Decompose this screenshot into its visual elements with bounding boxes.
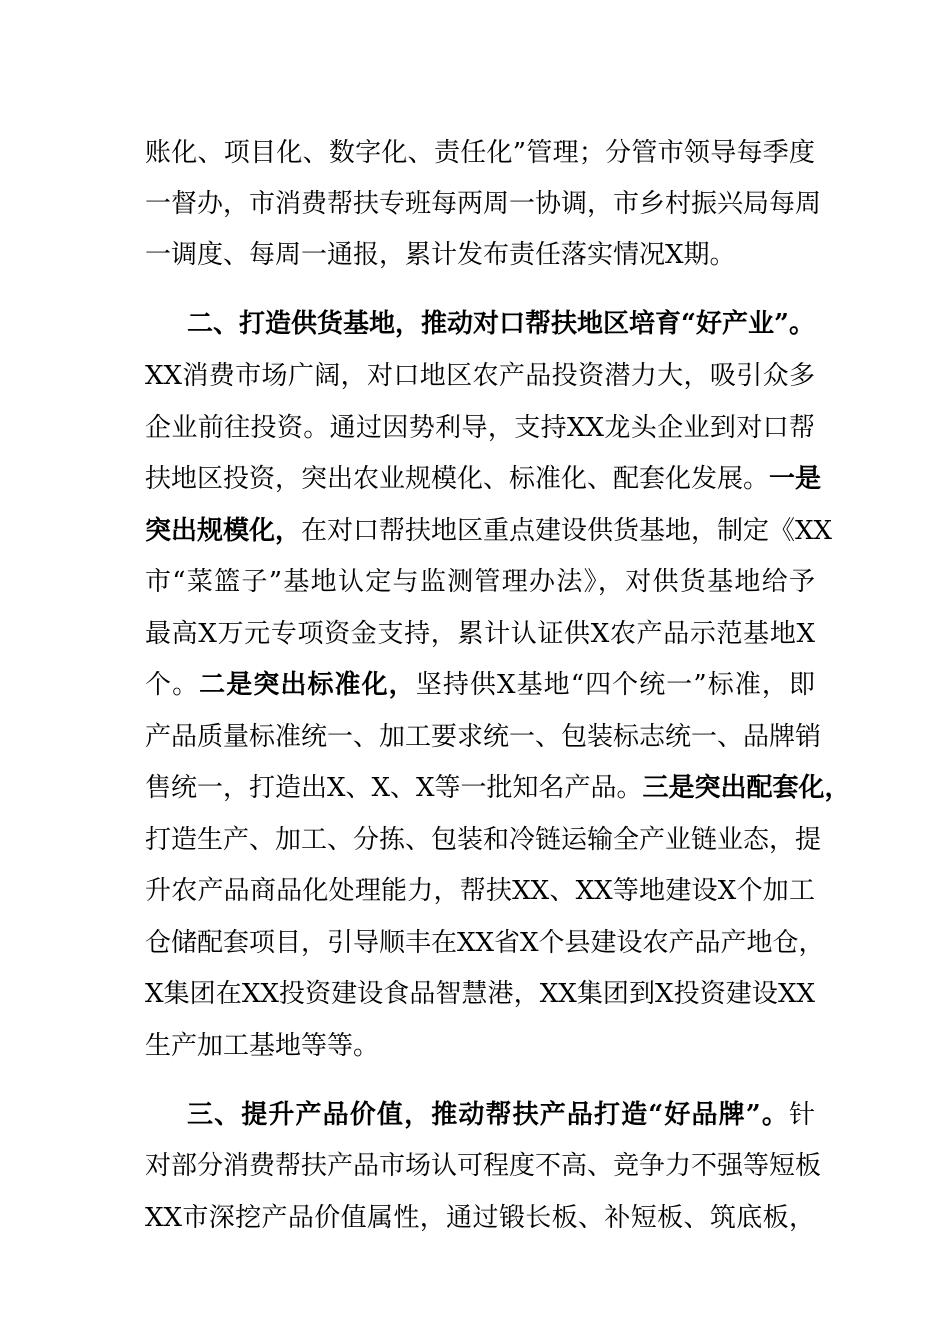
bold-run: 二是突出标准化，: [199, 670, 416, 700]
text-line: [145, 453, 822, 505]
bold-run: 突出规模化，: [145, 516, 302, 546]
text-run: 升农产品商品化处理能力，帮扶XX、XX等地建设X个加工: [145, 876, 815, 906]
text-run: 企业前往投资。通过因势利导，支持XX龙头企业到对口帮: [145, 413, 815, 443]
text-run: 仓储配套项目，引导顺丰在XX省X个县建设农产品产地仓，: [145, 928, 825, 958]
text-run: 扶地区投资，突出农业规模化、标准化、配套化发展。: [145, 464, 770, 494]
text-run: X集团在XX投资建设食品智慧港，XX集团到X投资建设XX: [145, 979, 815, 1009]
text-line: [145, 659, 815, 711]
text-line: [145, 556, 815, 608]
text-run: 一督办，市消费帮扶专班每两周一协调，市乡村振兴局每周: [145, 189, 822, 219]
text-run: 市“菜篮子”基地认定与监测管理办法》，对供货基地给予: [145, 567, 815, 597]
text-run: 账化、项目化、数字化、责任化”管理；分管市领导每季度: [145, 138, 815, 168]
text-run: 一调度、每周一通报，累计发布责任落实情况X期。: [145, 240, 736, 270]
text-run: XX市深挖产品价值属性，通过锻长板、补短板、筑底板，: [145, 1203, 815, 1233]
text-line: [145, 762, 851, 814]
text-run: 在对口帮扶地区重点建设供货基地，制定《XX: [301, 516, 833, 546]
text-line: [145, 402, 815, 454]
text-line: [145, 917, 825, 969]
text-line: [145, 711, 822, 763]
text-line: [145, 865, 815, 917]
text-line: [145, 505, 833, 557]
text-run: 打造生产、加工、分拣、包装和冷链运输全产业链业态，提: [145, 825, 822, 855]
text-run: 个。: [145, 670, 200, 700]
text-line: [145, 1140, 822, 1192]
text-line: [145, 350, 815, 402]
text-run: 售统一，打造出X、X、X等一批知名产品。: [145, 773, 643, 803]
text-run: 针: [788, 1100, 815, 1130]
text-line: [145, 178, 822, 230]
text-line: [145, 1020, 815, 1072]
heading-text: 三、提升产品价值，推动帮扶产品打造“好品牌”。: [187, 1100, 789, 1130]
text-line: [145, 1192, 815, 1244]
text-line: [145, 608, 815, 660]
text-run: 对部分消费帮扶产品市场认可程度不高、竞争力不强等短板: [145, 1151, 822, 1181]
text-line: [145, 814, 822, 866]
text-line: [145, 127, 815, 179]
text-line: [145, 968, 815, 1020]
text-run: 最高X万元专项资金支持，累计认证供X农产品示范基地X: [145, 619, 815, 649]
text-line: [145, 229, 815, 281]
bold-run: 三是突出配套化，: [642, 773, 851, 803]
text-run: 产品质量标准统一、加工要求统一、包装标志统一、品牌销: [145, 722, 822, 752]
section-heading-3: [187, 1089, 815, 1141]
text-run: 生产加工基地等等。: [145, 1031, 380, 1061]
text-run: XX消费市场广阔，对口地区农产品投资潜力大，吸引众多: [145, 361, 815, 391]
heading-text: 二、打造供货基地，推动对口帮扶地区培育“好产业”。: [187, 309, 815, 339]
text-run: 坚持供X基地“四个统一”标准，即: [415, 670, 815, 700]
section-heading-2: [187, 298, 815, 350]
bold-run: 一是: [769, 464, 822, 494]
